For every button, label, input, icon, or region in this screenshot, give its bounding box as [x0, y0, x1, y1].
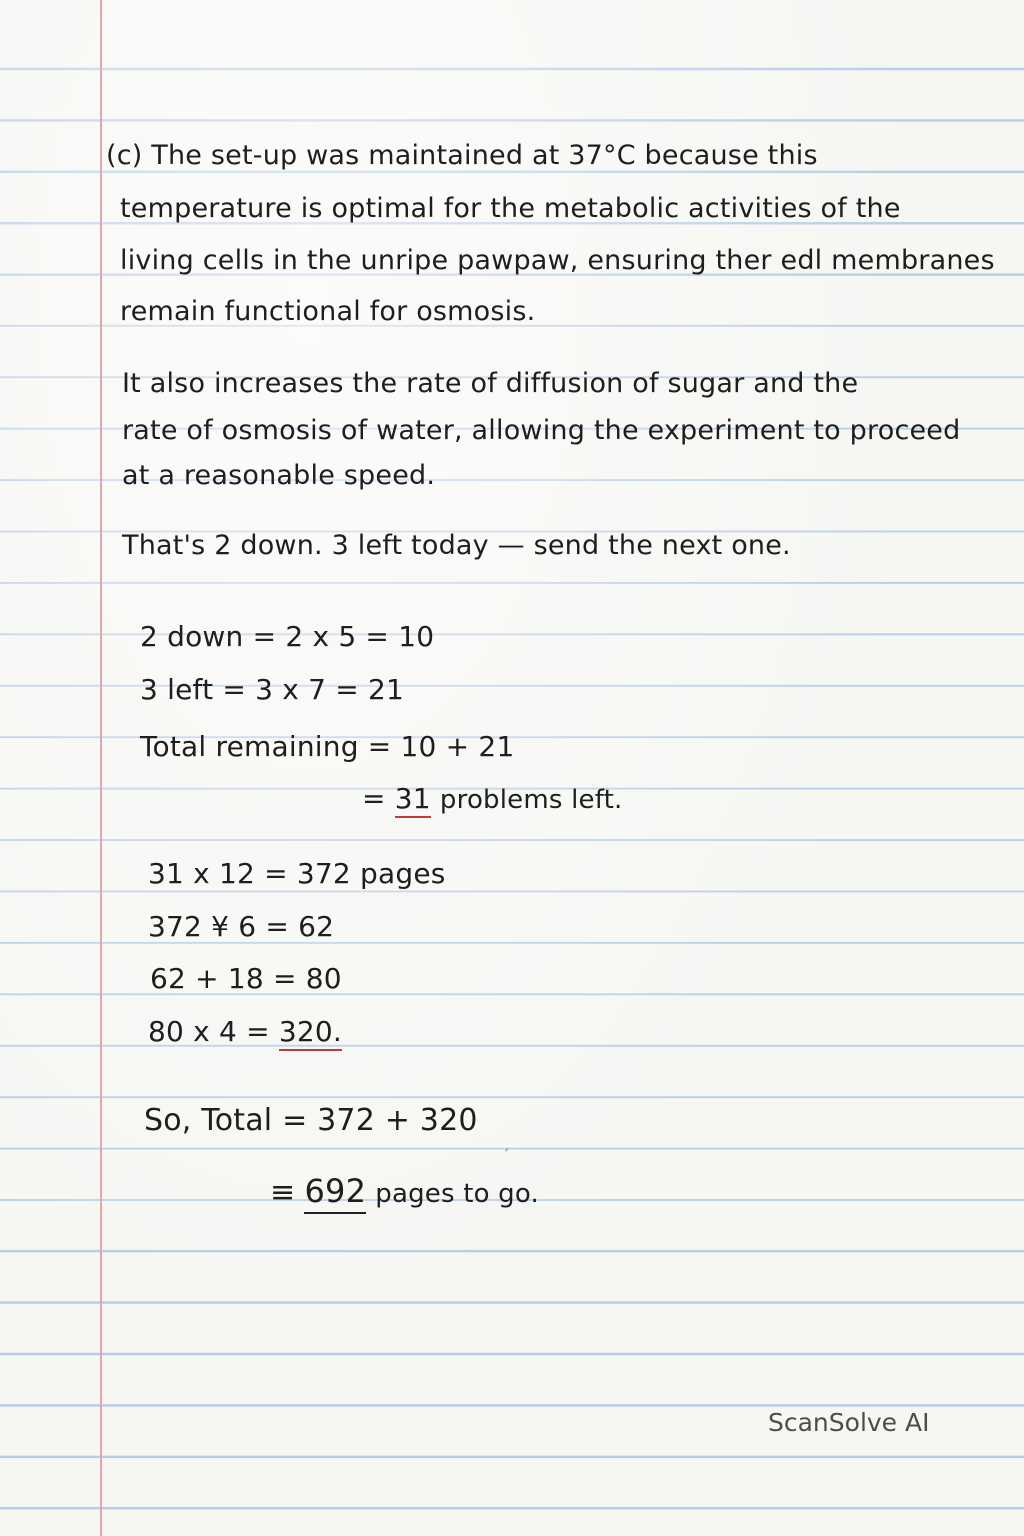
- total-line-2: [270, 1172, 539, 1210]
- calc2-line-3: 62 + 18 = 80: [150, 962, 342, 995]
- pencil-tick-mark: ′: [505, 1145, 509, 1164]
- paragraph-2-line-3: at a reasonable speed.: [122, 460, 436, 491]
- calc2-result-value: 320.: [279, 1015, 342, 1051]
- paragraph-c-line-1: (c) The set-up was maintained at 37°C because this: [106, 140, 818, 171]
- calc1-line-2: 3 left = 3 x 7 = 21: [140, 673, 405, 706]
- total-pages-label: pages to go.: [375, 1179, 539, 1209]
- paragraph-c-line-3: living cells in the unripe pawpaw, ensuring ther edl membranes: [120, 245, 995, 276]
- calc2-line-2: 372 ¥ 6 = 62: [148, 910, 335, 943]
- calc1-line-3: Total remaining = 10 + 21: [140, 730, 515, 763]
- equals-sign: =: [362, 782, 386, 815]
- progress-note: That's 2 down. 3 left today — send the next one.: [122, 530, 791, 561]
- paragraph-c-line-4: remain functional for osmosis.: [120, 296, 536, 327]
- calc2-line-4: [148, 1015, 342, 1048]
- watermark-text: ScanSolve AI: [768, 1408, 930, 1437]
- calc1-line-4: [362, 782, 623, 815]
- total-pages-value: 692: [304, 1172, 366, 1214]
- equivalent-sign: ≡: [270, 1175, 296, 1210]
- paragraph-2-line-2: rate of osmosis of water, allowing the experiment to proceed: [122, 415, 961, 446]
- problems-left-value: 31: [395, 782, 431, 818]
- calc2-line-4-expression: 80 x 4 =: [148, 1015, 270, 1048]
- red-margin-line: [100, 0, 102, 1536]
- calc1-line-1: 2 down = 2 x 5 = 10: [140, 620, 435, 653]
- calc2-line-1: 31 x 12 = 372 pages: [148, 857, 446, 890]
- paragraph-2-line-1: It also increases the rate of diffusion of sugar and the: [122, 368, 859, 399]
- total-line-1: So, Total = 372 + 320: [144, 1103, 478, 1138]
- paragraph-c-line-2: temperature is optimal for the metabolic activities of the: [120, 193, 901, 224]
- problems-left-label: problems left.: [439, 785, 623, 815]
